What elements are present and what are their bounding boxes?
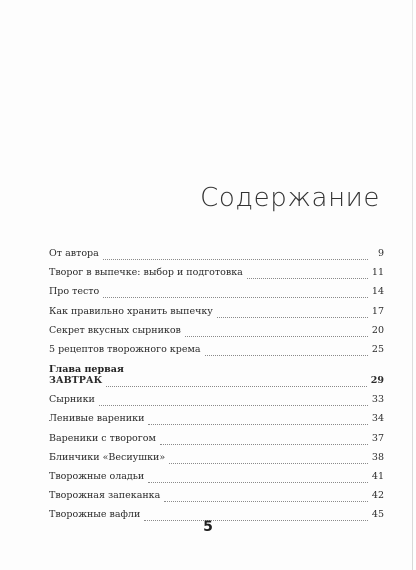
toc-entry [49,286,384,305]
toc-entry-page: 17 [371,305,384,317]
toc-entry-title: Творожная запеканка [49,490,161,502]
toc-entry-title: Как правильно хранить выпечку [49,305,213,317]
toc-entry [49,452,384,471]
toc-chapter-section [49,364,384,529]
toc-entry-page: 37 [371,432,384,444]
dot-leader [160,444,368,445]
page-edge-line [412,0,413,570]
dot-leader [205,355,368,356]
toc-entry-title: Творожные оладьи [49,470,145,482]
chapter-label: Глава первая [49,364,124,375]
dot-leader [164,501,368,502]
dot-leader [106,386,367,387]
dot-leader [148,424,367,425]
dot-leader [185,336,368,337]
toc-entry-title: Сырники [49,394,95,406]
page-title: Содержание [200,183,380,213]
toc-entry-title: Творожные вафли [49,509,141,521]
toc-entry [49,306,384,325]
toc-entry-page: 20 [371,324,384,336]
toc-entry-title: ЗАВТРАК [49,375,103,386]
toc-entry-page: 14 [371,286,384,298]
toc-entry-page: 9 [377,248,384,259]
toc-entry [49,394,384,413]
toc-entry [49,490,384,509]
toc-entry [49,413,384,432]
dot-leader [217,317,368,318]
toc-entry-page: 45 [371,509,384,521]
toc-entry [49,325,384,344]
toc-entry-page: 34 [371,413,384,425]
toc-entry-page: 38 [371,451,384,463]
toc-entry-title: Секрет вкусных сырников [49,324,181,336]
dot-leader [148,482,368,483]
dot-leader [103,297,368,298]
toc-entry-page: 41 [371,470,384,482]
toc-entry-page: 25 [371,343,384,355]
toc-intro-section [49,248,384,363]
toc-entry-title: 5 рецептов творожного крема [49,343,201,355]
toc-entry-page: 29 [370,375,384,386]
toc-entry [49,471,384,490]
toc-entry-title: Про тесто [49,286,100,298]
toc-entry-title: От автора [49,248,99,259]
dot-leader [99,405,368,406]
dot-leader [169,463,368,464]
toc-entry-title: Вареники с творогом [49,432,156,444]
toc-entry-page: 11 [371,267,384,279]
toc-entry-title: Творог в выпечке: выбор и подготовка [49,267,243,279]
dot-leader [103,259,368,260]
toc-entry-title: Ленивые вареники [49,413,145,425]
toc-entry-title: Блинчики «Весиушки» [49,451,166,463]
toc-entry [49,344,384,363]
toc-entry [49,433,384,452]
toc-entry-page: 42 [371,490,384,502]
toc-entry [49,267,384,286]
toc-chapter-heading [49,375,384,394]
toc-entry [49,248,384,267]
toc-entry-page: 33 [371,394,384,406]
dot-leader [247,278,368,279]
page-number: 5 [203,519,213,535]
